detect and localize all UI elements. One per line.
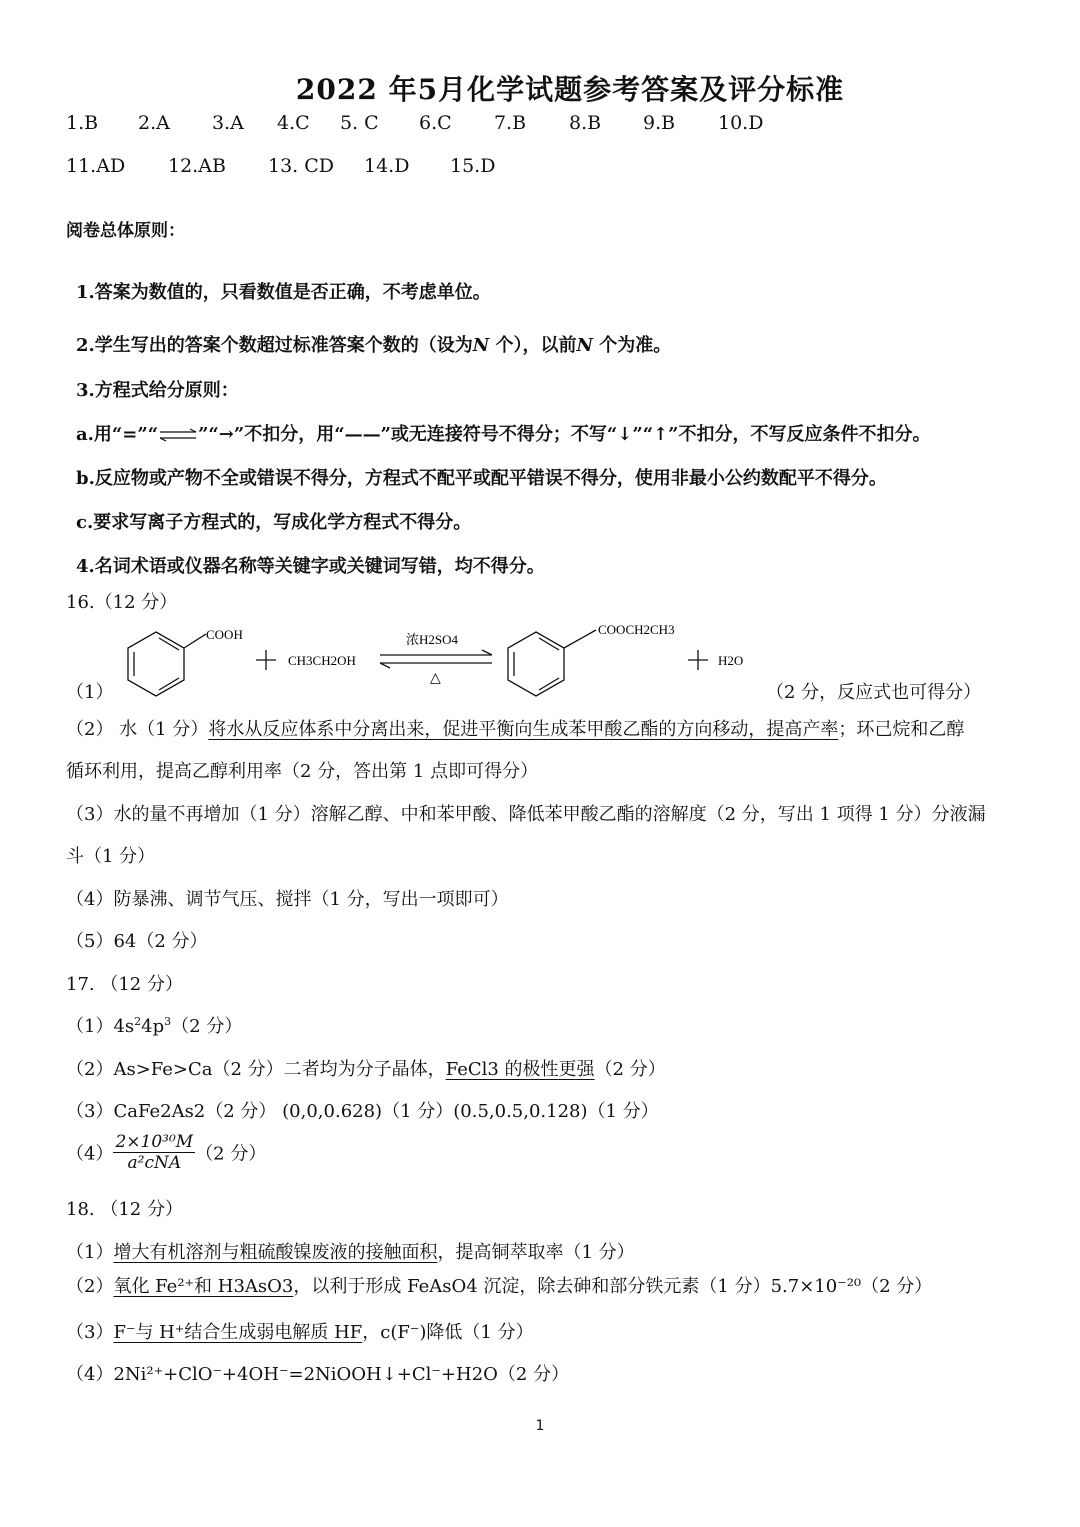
q17-p4: （4） $\frac{\text{2×10³⁰M}}{\text{a²cNA}}$ （2 分） <box>66 1132 267 1173</box>
q17-p3: （3）CaFe2As2（2 分） (0,0,0.628)（1 分）(0.5,0.5,0.128)（1 分） <box>66 1101 659 1122</box>
mc-answer: 2.A <box>138 112 170 134</box>
page-title: 2022 年5月化学试题参考答案及评分标准 <box>295 73 845 106</box>
mc-answer: 4.C <box>277 112 310 134</box>
rule-1: 1.答案为数值的，只看数值是否正确，不考虑单位。 <box>76 282 491 303</box>
mc-answer: 6.C <box>419 112 452 134</box>
mc-answer: 3.A <box>212 112 244 134</box>
q16-p3: （3）水的量不再增加（1 分）溶解乙醇、中和苯甲酸、降低苯甲酸乙酯的溶解度（2 分，写出 1 项得 1 分）分液漏 <box>66 804 986 825</box>
q17-header: 17. （12 分） <box>66 974 183 995</box>
heat-label: △ <box>430 671 441 686</box>
ethanol-label: CH3CH2OH <box>288 653 356 668</box>
mc-answer: 15.D <box>450 155 496 177</box>
q18-p4: （4）2Ni²⁺+ClO⁻+4OH⁻=2NiOOH↓+Cl⁻+H2O（2 分） <box>66 1364 570 1385</box>
q16-p3-cont: 斗（1 分） <box>66 846 156 867</box>
mc-answer: 14.D <box>364 155 410 177</box>
q16-p1-note: （2 分，反应式也可得分） <box>766 682 982 703</box>
mc-answer: 1.B <box>66 112 99 134</box>
page-number: 1 <box>535 1418 545 1434</box>
plus-icon <box>688 650 708 670</box>
mc-answer: 8.B <box>569 112 602 134</box>
principles-heading: 阅卷总体原则： <box>66 221 185 241</box>
mc-answer: 7.B <box>494 112 527 134</box>
q17-p2: （2）As>Fe>Ca（2 分）二者均为分子晶体，FeCl3 的极性更强（2 分） <box>66 1059 666 1080</box>
q16-p1-label: （1） <box>66 682 114 703</box>
rule-3c: c.要求写离子方程式的，写成化学方程式不得分。 <box>76 512 472 533</box>
q17-p1: $(1)4s^24p^3(2$ 分） <box>66 1015 243 1037</box>
benzoic-acid-structure <box>128 632 206 696</box>
equilibrium-arrow-icon <box>158 428 198 442</box>
cooh-label: COOH <box>206 627 243 642</box>
density-fraction: $\frac{\text{2×10³⁰M}}{\text{a²cNA}}$ <box>115 1132 194 1173</box>
q16-p4: （4）防暴沸、调节气压、搅拌（1 分，写出一项即可） <box>66 889 509 910</box>
ester-label: COOCH2CH3 <box>598 622 675 637</box>
q16-p2-cont: 循环利用，提高乙醇利用率（2 分，答出第 1 点即可得分） <box>66 761 539 782</box>
plus-icon <box>256 650 276 670</box>
q18-header: 18. （12 分） <box>66 1199 183 1220</box>
mc-answer: 5. C <box>340 112 379 134</box>
rule-2: 2.学生写出的答案个数超过标准答案个数的（设为N 个），以前N 个为准。 <box>76 335 672 356</box>
q16-p2: （2） 水（1 分）将水从反应体系中分离出来，促进平衡向生成苯甲酸乙酯的方向移动，提高产率；环己烷和乙醇 <box>66 719 965 740</box>
rule-4: 4.名词术语或仪器名称等关键字或关键词写错，均不得分。 <box>76 556 545 577</box>
catalyst-label: 浓H2SO4 <box>406 632 459 647</box>
rule-3a: a.用“=”“ ”“→”不扣分，用“——”或无连接符号不得分；不写“↓”“↑”不扣分，不写反应条件不扣分。 <box>76 424 931 445</box>
q16-header: 16.（12 分） <box>66 592 178 613</box>
q18-p2: （2）氧化 Fe²⁺和 H3AsO3，以利于形成 FeAsO4 沉淀，除去砷和部分铁元素（1 分）5.7×10⁻²⁰（2 分） <box>66 1276 933 1297</box>
reversible-arrow-icon <box>380 650 492 668</box>
q18-p3: （3）F⁻与 H⁺结合生成弱电解质 HF，c(F⁻)降低（1 分） <box>66 1322 534 1343</box>
mc-answer: 10.D <box>718 112 764 134</box>
water-label: H2O <box>718 653 744 668</box>
mc-answer: 12.AB <box>168 155 226 177</box>
mc-answer: 11.AD <box>66 155 126 177</box>
ethyl-benzoate-structure <box>508 630 596 696</box>
esterification-reaction-diagram <box>110 622 770 704</box>
rule-3: 3.方程式给分原则： <box>76 380 239 401</box>
mc-answer: 9.B <box>643 112 676 134</box>
q18-p1: （1）增大有机溶剂与粗硫酸镍废液的接触面积，提高铜萃取率（1 分） <box>66 1242 635 1263</box>
rule-3b: b.反应物或产物不全或错误不得分，方程式不配平或配平错误不得分，使用非最小公约数配平不得分。 <box>76 468 887 489</box>
q16-p5: （5）64（2 分） <box>66 931 208 952</box>
mc-answer: 13. CD <box>268 155 335 177</box>
